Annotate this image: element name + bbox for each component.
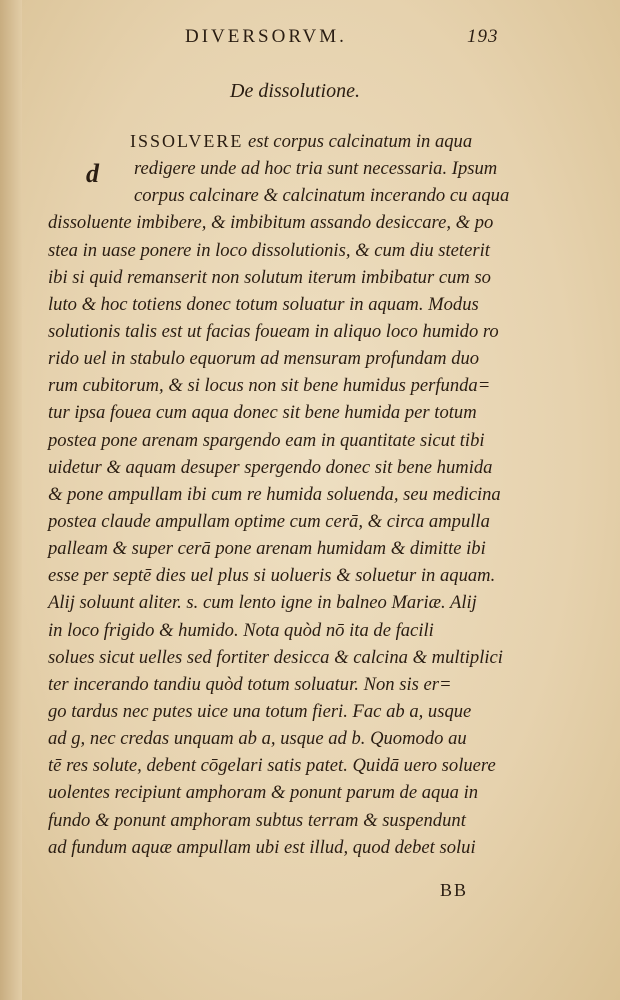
text-line: solues sicut uelles sed fortiter desicca & calcina & multiplici bbox=[48, 646, 503, 668]
text-line: esse per septē dies uel plus si uolueris & soluetur in aquam. bbox=[48, 565, 496, 587]
text-line: uolentes recipiunt amphoram & ponunt parum de aqua in bbox=[48, 782, 479, 804]
text-line: luto & hoc totiens donec totum soluatur in aquam. Modus bbox=[48, 293, 479, 315]
text-line: & pone ampullam ibi cum re humida soluenda, seu medicina bbox=[48, 483, 501, 505]
first-line bbox=[48, 128, 538, 155]
first-word: ISSOLVERE bbox=[130, 131, 244, 151]
text-line: stea in uase ponere in loco dissolutionis, & cum diu steterit bbox=[48, 239, 490, 261]
text-line: tur ipsa fouea cum aqua donec sit bene humida per totum bbox=[48, 402, 477, 424]
drop-initial: d bbox=[86, 159, 99, 188]
text-line: ibi si quid remanserit non solutum iterum imbibatur cum so bbox=[48, 266, 491, 288]
page-gutter-shadow bbox=[0, 0, 22, 1000]
text-line: Alij soluunt aliter. s. cum lento igne in balneo Mariæ. Alij bbox=[48, 592, 477, 614]
section-title bbox=[0, 80, 620, 103]
text-line: postea claude ampullam optime cum cerā, & circa ampulla bbox=[48, 510, 490, 532]
text-line: rum cubitorum, & si locus non sit bene humidus perfunda= bbox=[48, 375, 491, 397]
text-lines bbox=[48, 155, 538, 861]
text-line: ad fundum aquæ ampullam ubi est illud, quod debet solui bbox=[48, 836, 476, 858]
text-line: corpus calcinare & calcinatum incerando cu aqua bbox=[134, 185, 510, 207]
text-line: solutionis talis est ut facias foueam in aliquo loco humido ro bbox=[48, 320, 499, 342]
first-line-rest: est corpus calcinatum in aqua bbox=[243, 131, 473, 152]
text-line: palleam & super cerā pone arenam humidam & dimitte ibi bbox=[48, 538, 486, 560]
text-line: ad g, nec credas unquam ab a, usque ad b. Quomodo au bbox=[48, 728, 467, 750]
text-line: ter incerando tandiu quòd totum soluatur. Non sis er= bbox=[48, 673, 452, 695]
body-text bbox=[48, 128, 538, 861]
text-line: uidetur & aquam desuper spergendo donec sit bene humida bbox=[48, 456, 493, 478]
text-line: postea pone arenam spargendo eam in quantitate sicut tibi bbox=[48, 429, 485, 451]
text-line: redigere unde ad hoc tria sunt necessaria. Ipsum bbox=[134, 158, 498, 180]
section-title-text: De dissolutione. bbox=[230, 80, 360, 102]
text-line: go tardus nec putes uice una totum fieri. Fac ab a, usque bbox=[48, 700, 472, 722]
text-line: rido uel in stabulo equorum ad mensuram profundam duo bbox=[48, 348, 480, 370]
running-title: DIVERSORVM. bbox=[185, 26, 347, 47]
text-line: fundo & ponunt amphoram subtus terram & suspendunt bbox=[48, 809, 466, 831]
signature-mark: BB bbox=[440, 880, 469, 900]
text-line: in loco frigido & humido. Nota quòd nō ita de facili bbox=[48, 619, 434, 641]
text-line: tē res solute, debent cōgelari satis patet. Quidā uero soluere bbox=[48, 755, 496, 777]
page-number: 193 bbox=[467, 26, 499, 47]
text-line: dissoluente imbibere, & imbibitum assando desiccare, & po bbox=[48, 212, 494, 234]
